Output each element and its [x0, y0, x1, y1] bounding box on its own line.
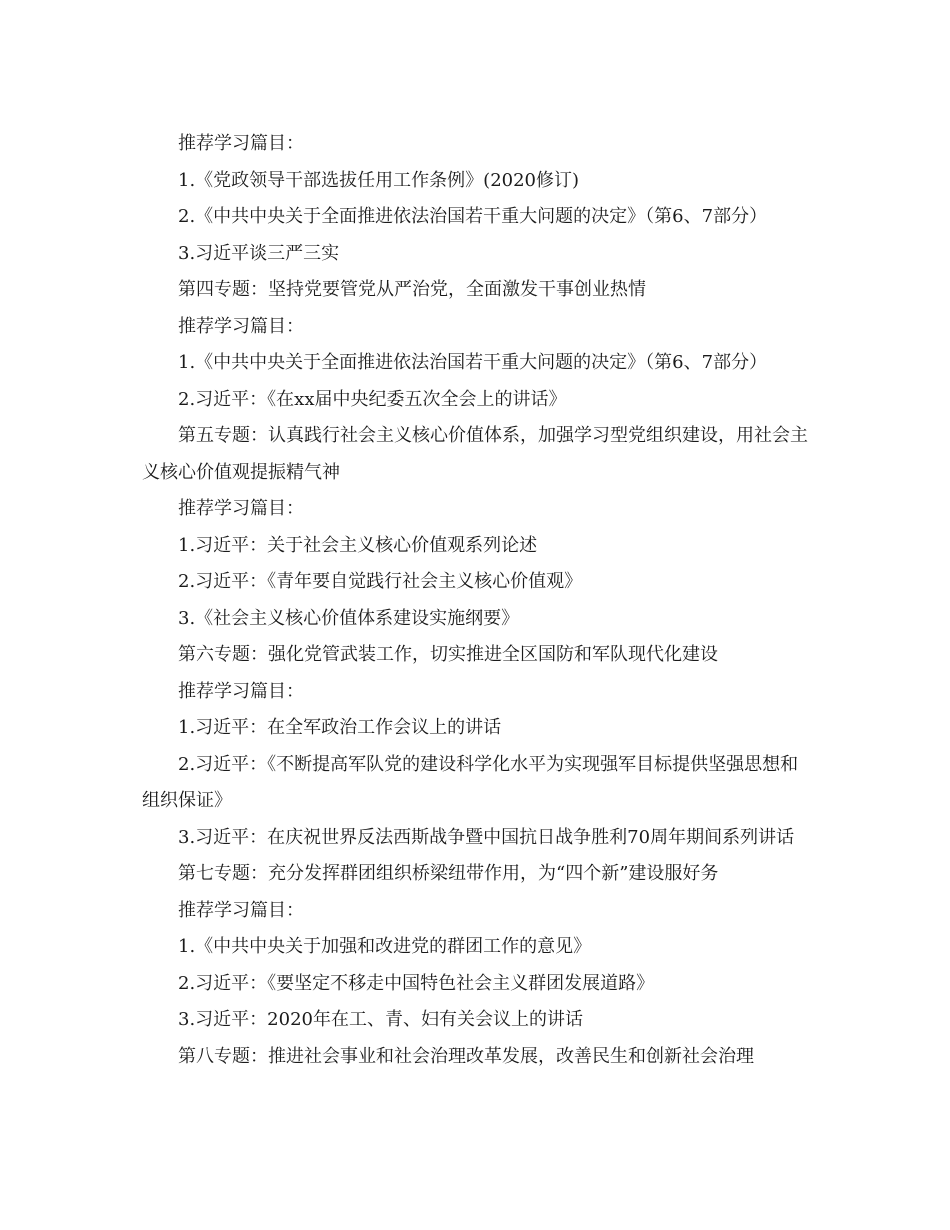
paragraph: 3.习近平：2020年在工、青、妇有关会议上的讲话 [178, 1009, 583, 1030]
paragraph: 1.《党政领导干部选拔任用工作条例》(2020修订) [178, 169, 580, 191]
paragraph: 3.《社会主义核心价值体系建设实施纲要》 [178, 607, 520, 629]
paragraph: 2.习近平：《不断提高军队党的建设科学化水平为实现强军目标提供坚强思想和组织保证》 [142, 753, 799, 811]
paragraph: 推荐学习篇目： [178, 315, 304, 337]
document-body [142, 126, 814, 1075]
paragraph: 2.《中共中央关于全面推进依法治国若干重大问题的决定》（第6、7部分） [178, 206, 768, 227]
paragraph: 推荐学习篇目： [178, 680, 304, 702]
paragraph: 1.习近平：在全军政治工作会议上的讲话 [178, 717, 502, 738]
paragraph: 2.习近平：《青年要自觉践行社会主义核心价值观》 [178, 571, 583, 592]
paragraph: 推荐学习篇目： [178, 899, 304, 921]
paragraph: 2.习近平：《在xx届中央纪委五次全会上的讲话》 [178, 388, 567, 410]
paragraph: 1.习近平：关于社会主义核心价值观系列论述 [178, 534, 538, 556]
paragraph: 2.习近平：《要坚定不移走中国特色社会主义群团发展道路》 [178, 972, 655, 994]
paragraph: 推荐学习篇目： [178, 133, 304, 154]
section-heading: 第四专题：坚持党要管党从严治党，全面激发干事创业热情 [178, 279, 646, 300]
section-heading: 第五专题：认真践行社会主义核心价值体系，加强学习型党组织建设，用社会主义核心价值观提振精气神 [142, 425, 808, 483]
paragraph: 推荐学习篇目： [178, 498, 304, 519]
section-heading: 第六专题：强化党管武装工作，切实推进全区国防和军队现代化建设 [178, 644, 718, 665]
section-heading: 第八专题：推进社会事业和社会治理改革发展，改善民生和创新社会治理 [178, 1045, 754, 1067]
paragraph: 1.《中共中央关于加强和改进党的群团工作的意见》 [178, 936, 592, 957]
paragraph: 1.《中共中央关于全面推进依法治国若干重大问题的决定》（第6、7部分） [178, 352, 768, 373]
paragraph: 3.习近平：在庆祝世界反法西斯战争暨中国抗日战争胜利70周年期间系列讲话 [178, 826, 795, 848]
section-heading: 第七专题：充分发挥群团组织桥梁纽带作用，为“四个新”建设服好务 [178, 863, 719, 884]
paragraph: 3.习近平谈三严三实 [178, 242, 340, 264]
